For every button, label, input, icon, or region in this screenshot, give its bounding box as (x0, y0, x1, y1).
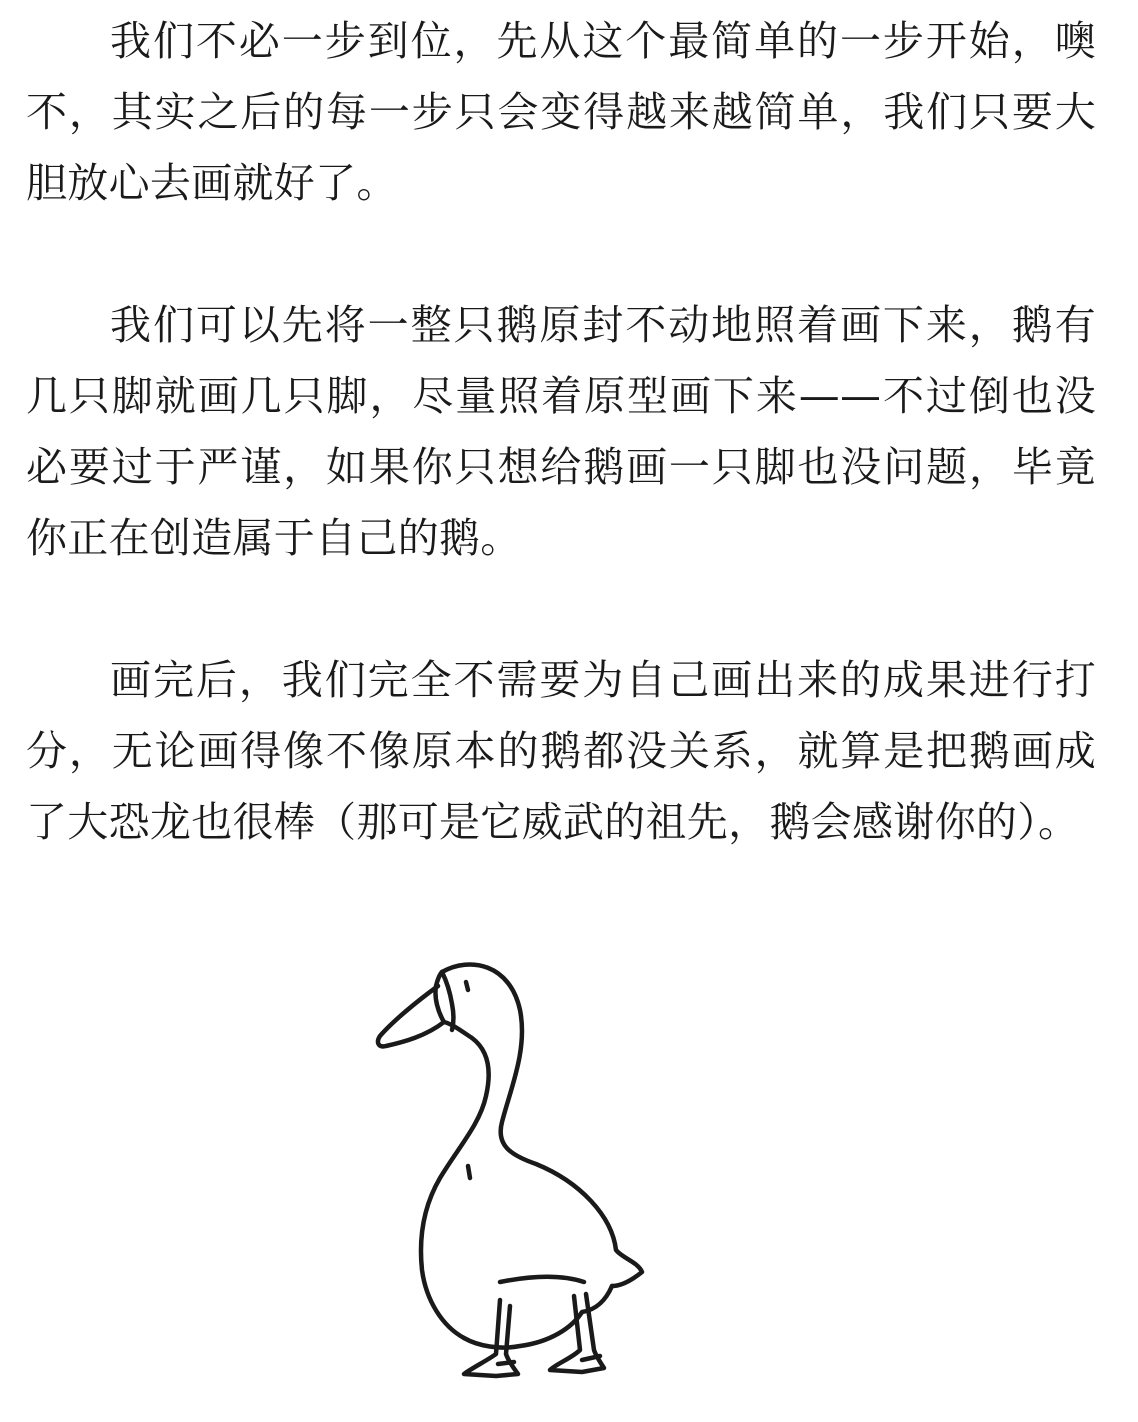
goose-chest-mark (468, 1166, 470, 1178)
article-body (26, 6, 1096, 858)
goose-drawing (360, 950, 660, 1390)
paragraph-2: 我们可以先将一整只鹅原封不动地照着画下来，鹅有几只脚就画几只脚，尽量照着原型画下来——不过倒也没必要过于严谨，如果你只想给鹅画一只脚也没问题，毕竟你正在创造属于自己的鹅。 (26, 301, 1096, 562)
goose-head-front (435, 972, 444, 1022)
goose-left-foot-line (498, 1362, 514, 1364)
goose-illustration (360, 950, 660, 1390)
paragraph-3: 画完后，我们完全不需要为自己画出来的成果进行打分，无论画得像不像原本的鹅都没关系，就算是把鹅画成了大恐龙也很棒（那可是它威武的祖先，鹅会感谢你的）。 (26, 656, 1096, 846)
goose-chest (421, 1022, 489, 1338)
goose-eye (466, 982, 468, 990)
goose-wing (500, 1277, 584, 1282)
paragraph-1: 我们不必一步到位，先从这个最简单的一步开始，噢不，其实之后的每一步只会变得越来越简单，我们只要大胆放心去画就好了。 (26, 17, 1096, 207)
